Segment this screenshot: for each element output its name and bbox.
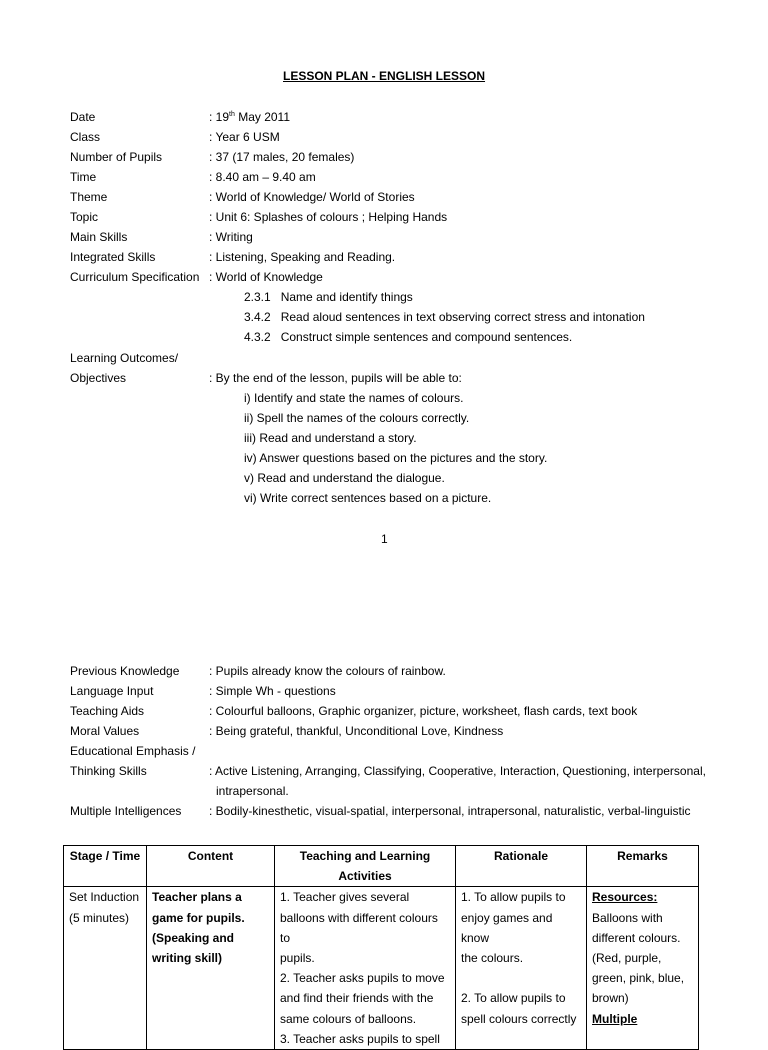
date-label: Date	[70, 110, 96, 124]
field-value-topic: : Unit 6: Splashes of colours ; Helping Hands	[209, 210, 448, 224]
educational-emphasis-label: Educational Emphasis /	[70, 744, 196, 758]
field-value-main-skills: : Writing	[209, 230, 253, 244]
field-label-previous-knowledge: Previous Knowledge	[70, 664, 180, 678]
field-label-pupils: Number of Pupils	[70, 150, 163, 164]
objectives-label: Objectives	[70, 371, 127, 385]
field-label-topic: Topic	[70, 210, 99, 224]
intelligences-value: : Bodily-kinesthetic, visual-spatial, interpersonal, intrapersonal, naturalistic, verbal-linguistic	[209, 804, 691, 818]
field-label-class: Class	[70, 130, 101, 144]
field-value-curriculum: : World of Knowledge	[209, 270, 323, 284]
outcomes-label: Learning Outcomes/	[70, 351, 179, 365]
field-label-theme: Theme	[70, 190, 108, 204]
cell-activities: 1. Teacher gives several balloons with different colours to pupils. 2. Teacher asks pupils to move and find their friends with the same colours of balloons. 3. Teacher asks pupils to spell	[275, 887, 456, 1050]
field-value-integrated-skills: : Listening, Speaking and Reading.	[209, 250, 396, 264]
field-label-teaching-aids: Teaching Aids	[70, 704, 145, 718]
date-value: : 19th May 2011	[209, 110, 291, 124]
field-label-curriculum: Curriculum Specification	[70, 270, 200, 284]
outcome-item: v) Read and understand the dialogue.	[244, 471, 445, 485]
field-value-moral-values: : Being grateful, thankful, Unconditional Love, Kindness	[209, 724, 504, 738]
cell-rationale: 1. To allow pupils to enjoy games and know the colours. 2. To allow pupils to spell colours correctly	[456, 887, 587, 1050]
outcome-item: i) Identify and state the names of colours.	[244, 391, 464, 405]
cell-content: Teacher plans a game for pupils. (Speaking and writing skill)	[147, 887, 275, 1050]
cell-stage: Set Induction (5 minutes)	[64, 887, 147, 1050]
field-value-pupils: : 37 (17 males, 20 females)	[209, 150, 355, 164]
field-value-previous-knowledge: : Pupils already know the colours of rainbow.	[209, 664, 446, 678]
table-row	[64, 887, 699, 1050]
field-value-language-input: : Simple Wh - questions	[209, 684, 336, 698]
field-label-moral-values: Moral Values	[70, 724, 140, 738]
outcomes-intro: : By the end of the lesson, pupils will be able to:	[209, 371, 462, 385]
header-activities: Teaching and Learning Activities	[275, 846, 456, 887]
lesson-table	[63, 845, 699, 1050]
table-header-row	[64, 846, 699, 887]
page-title: LESSON PLAN - ENGLISH LESSON	[283, 69, 486, 83]
thinking-skills-label: Thinking Skills	[70, 764, 147, 778]
header-rationale: Rationale	[456, 846, 587, 887]
outcome-item: iii) Read and understand a story.	[244, 431, 417, 445]
intelligences-label: Multiple Intelligences	[70, 804, 182, 818]
curriculum-item: 4.3.2 Construct simple sentences and compound sentences.	[244, 330, 573, 344]
field-value-theme: : World of Knowledge/ World of Stories	[209, 190, 415, 204]
field-label-main-skills: Main Skills	[70, 230, 128, 244]
field-label-integrated-skills: Integrated Skills	[70, 250, 156, 264]
curriculum-item: 3.4.2 Read aloud sentences in text observing correct stress and intonation	[244, 310, 645, 324]
thinking-skills-value-cont: intrapersonal.	[216, 784, 289, 798]
outcome-item: iv) Answer questions based on the pictures and the story.	[244, 451, 548, 465]
field-label-language-input: Language Input	[70, 684, 154, 698]
field-value-teaching-aids: : Colourful balloons, Graphic organizer, picture, worksheet, flash cards, text book	[209, 704, 638, 718]
field-value-time: : 8.40 am – 9.40 am	[209, 170, 316, 184]
thinking-skills-value: : Active Listening, Arranging, Classifying, Cooperative, Interaction, Questioning, interpersonal,	[209, 764, 706, 778]
curriculum-item: 2.3.1 Name and identify things	[244, 290, 413, 304]
field-label-time: Time	[70, 170, 97, 184]
header-remarks: Remarks	[587, 846, 699, 887]
resources-heading: Resources:	[592, 890, 658, 905]
header-stage: Stage / Time	[64, 846, 147, 887]
field-value-class: : Year 6 USM	[209, 130, 280, 144]
cell-remarks: Resources: Balloons with different colours. (Red, purple, green, pink, blue, brown) Multiple	[587, 887, 699, 1050]
header-content: Content	[147, 846, 275, 887]
outcome-item: vi) Write correct sentences based on a picture.	[244, 491, 492, 505]
outcome-item: ii) Spell the names of the colours correctly.	[244, 411, 470, 425]
page-number: 1	[381, 532, 388, 546]
multiple-heading: Multiple	[592, 1011, 638, 1026]
